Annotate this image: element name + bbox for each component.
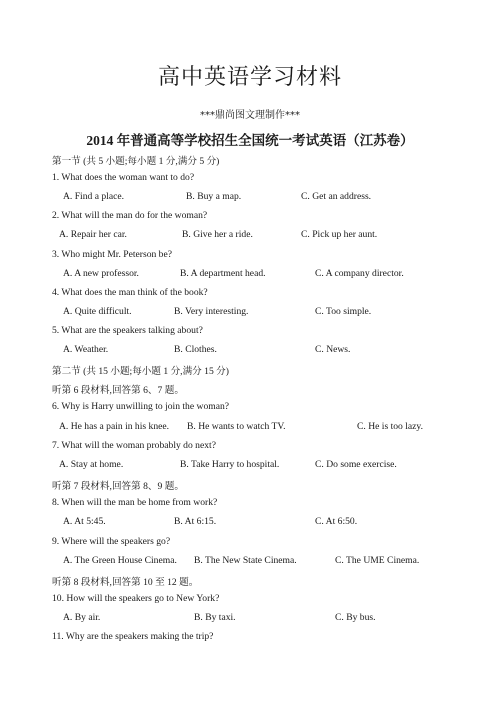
option-a: A. Quite difficult. bbox=[63, 306, 132, 317]
option-b: B. By taxi. bbox=[194, 612, 236, 623]
option-c: C. Get an address. bbox=[301, 191, 372, 202]
option-c: C. The UME Cinema. bbox=[335, 555, 420, 566]
option-a: A. Weather. bbox=[63, 344, 109, 355]
option-b: B. Give her a ride. bbox=[182, 229, 253, 240]
option-a: A. Stay at home. bbox=[59, 459, 124, 470]
option-c: C. Pick up her aunt. bbox=[301, 229, 378, 240]
question-stem: 1. What does the woman want to do? bbox=[52, 172, 195, 183]
question-stem: 9. Where will the speakers go? bbox=[52, 536, 171, 547]
question-stem: 6. Why is Harry unwilling to join the woman? bbox=[52, 401, 230, 412]
question-stem: 3. Who might Mr. Peterson be? bbox=[52, 249, 172, 260]
option-b: B. Clothes. bbox=[174, 344, 217, 355]
option-a: A. At 5:45. bbox=[63, 516, 106, 527]
option-b: B. Buy a map. bbox=[186, 191, 242, 202]
option-a: A. Repair her car. bbox=[59, 229, 127, 240]
question-stem: 10. How will the speakers go to New York? bbox=[52, 593, 220, 604]
option-b: B. A department head. bbox=[180, 268, 266, 279]
listening-instruction: 听第 6 段材料,回答第 6、7 题。 bbox=[52, 385, 184, 396]
option-c: C. A company director. bbox=[315, 268, 404, 279]
question-stem: 7. What will the woman probably do next? bbox=[52, 440, 216, 451]
option-c: C. He is too lazy. bbox=[357, 421, 423, 432]
option-c: C. Do some exercise. bbox=[315, 459, 397, 470]
listening-instruction: 听第 7 段材料,回答第 8、9 题。 bbox=[52, 481, 184, 492]
section-heading: 第一节 (共 5 小题;每小题 1 分,满分 5 分) bbox=[52, 156, 220, 167]
option-c: C. By bus. bbox=[335, 612, 376, 623]
question-stem: 5. What are the speakers talking about? bbox=[52, 325, 203, 336]
option-a: A. The Green House Cinema. bbox=[63, 555, 177, 566]
exam-title: 2014 年普通高等学校招生全国统一考试英语（江苏卷） bbox=[86, 133, 414, 148]
option-b: B. The New State Cinema. bbox=[194, 555, 297, 566]
option-b: B. At 6:15. bbox=[174, 516, 217, 527]
option-c: C. At 6:50. bbox=[315, 516, 358, 527]
question-stem: 4. What does the man think of the book? bbox=[52, 287, 208, 298]
document-subtitle: ***鼎尚图文理制作*** bbox=[200, 110, 300, 121]
listening-instruction: 听第 8 段材料,回答第 10 至 12 题。 bbox=[52, 577, 199, 588]
option-c: C. News. bbox=[315, 344, 351, 355]
option-c: C. Too simple. bbox=[315, 306, 372, 317]
section-heading: 第二节 (共 15 小题;每小题 1 分,满分 15 分) bbox=[52, 366, 229, 377]
option-b: B. He wants to watch TV. bbox=[187, 421, 286, 432]
question-stem: 2. What will the man do for the woman? bbox=[52, 210, 208, 221]
option-a: A. He has a pain in his knee. bbox=[59, 421, 170, 432]
option-b: B. Take Harry to hospital. bbox=[180, 459, 280, 470]
document-title: 高中英语学习材料 bbox=[157, 65, 342, 90]
option-a: A. By air. bbox=[63, 612, 101, 623]
option-b: B. Very interesting. bbox=[174, 306, 249, 317]
question-stem: 11. Why are the speakers making the trip? bbox=[52, 631, 214, 642]
option-a: A. Find a place. bbox=[63, 191, 125, 202]
question-stem: 8. When will the man be home from work? bbox=[52, 497, 218, 508]
option-a: A. A new professor. bbox=[63, 268, 139, 279]
